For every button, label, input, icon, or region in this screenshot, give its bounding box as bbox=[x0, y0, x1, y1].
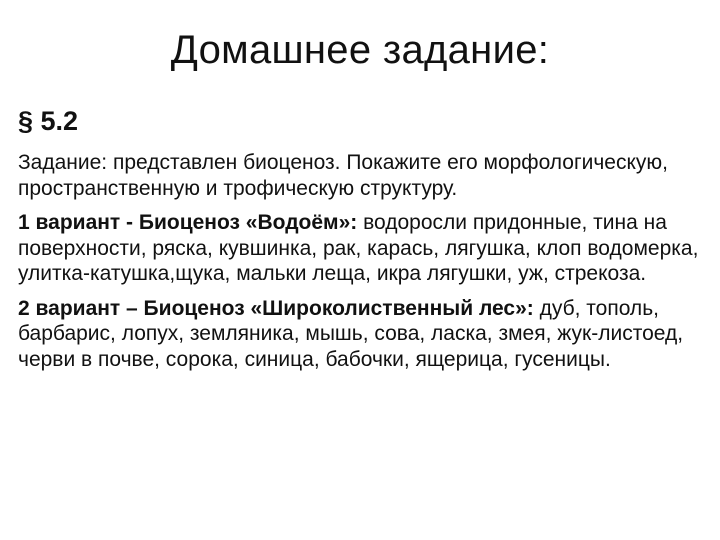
variant-2 bbox=[18, 296, 708, 373]
variant-1-heading: 1 вариант - Биоценоз «Водоём»: bbox=[18, 211, 358, 234]
variant-2-text: дуб, тополь, барбарис, лопух, земляника, мышь, сова, ласка, змея, жук-листоед, черви в почве, сорока, синица, бабочки, ящерица, гусеницы. bbox=[18, 296, 684, 371]
slide-title: Домашнее задание: bbox=[170, 28, 550, 72]
slide-content bbox=[18, 104, 708, 381]
variant-2-heading: 2 вариант – Биоценоз «Широколиственный лес»: bbox=[18, 296, 534, 320]
section-number: § 5.2 bbox=[18, 106, 79, 136]
variant-1 bbox=[18, 210, 708, 287]
variant-1-text: водоросли придонные, тина на поверхности, ряска, кувшинка, рак, карась, лягушка, клоп водомерка, улитка-катушка,щука, мальки леща, икра лягушки, уж, стрекоза. bbox=[18, 211, 699, 285]
task-text: Задание: представлен биоценоз. Покажите его морфологическую, пространственную и трофическую структуру. bbox=[18, 151, 668, 200]
